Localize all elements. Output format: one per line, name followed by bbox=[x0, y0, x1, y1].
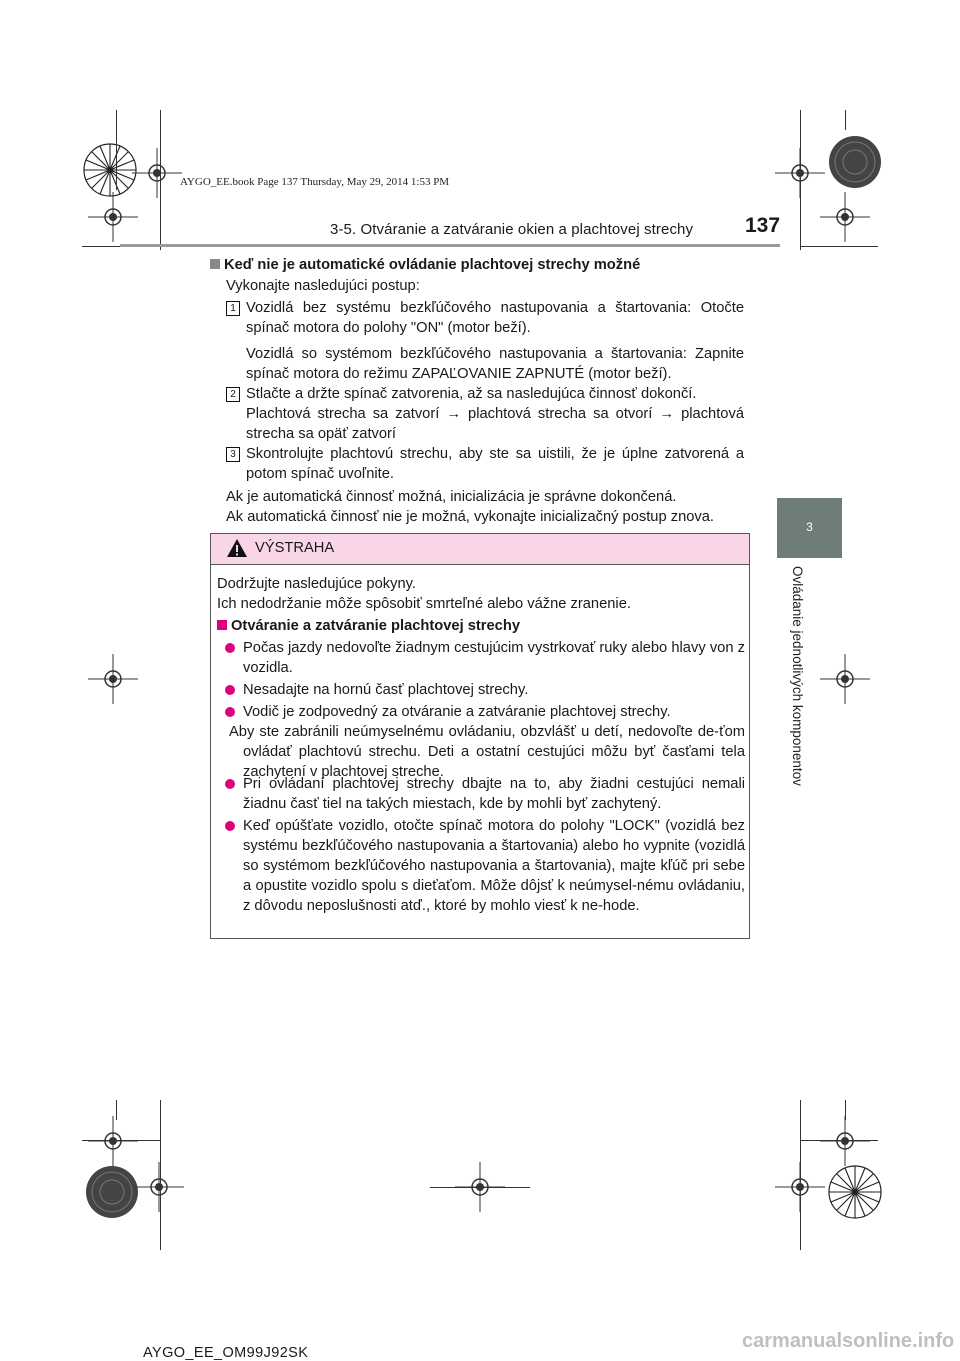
bullet-dot-icon bbox=[225, 707, 235, 717]
book-stamp: AYGO_EE.book Page 137 Thursday, May 29, 2014 1:53 PM bbox=[180, 176, 450, 188]
warning-bullet: Nesadajte na hornú časť plachtovej strechy. bbox=[225, 680, 745, 700]
warning-bullet: Vodič je zodpovedný za otváranie a zatváranie plachtovej strechy. bbox=[225, 702, 745, 722]
chapter-number: 3 bbox=[806, 520, 813, 534]
crosshair-icon bbox=[820, 192, 870, 242]
crosshair-icon bbox=[820, 654, 870, 704]
bullet-dot-icon bbox=[225, 821, 235, 831]
outro-line-1: Ak je automatická činnosť možná, inicializácia je správne dokončená. bbox=[226, 489, 677, 505]
warning-intro-1: Dodržujte nasledujúce pokyny. bbox=[217, 576, 416, 592]
step-1-paragraph-1: Vozidlá bez systému bezkľúčového nastupovania a štartovania: Otočte spínač motora do polohy "ON" (motor beží). bbox=[246, 300, 744, 336]
warning-triangle-icon bbox=[226, 538, 248, 558]
warning-bullet: Pri ovládaní plachtovej strechy dbajte na to, aby žiadni cestujúci nemali žiadnu časť tiel na takých miestach, kde by mohli byť zachytený. bbox=[225, 774, 745, 814]
bullet-dot-icon bbox=[225, 685, 235, 695]
crosshair-icon bbox=[820, 1116, 870, 1166]
page-number: 137 bbox=[745, 214, 781, 237]
warning-bullet: Keď opúšťate vozidlo, otočte spínač motora do polohy "LOCK" (vozidlá bez systému bezkľúčového nastupovania a štartovania) alebo ho vypnite (vozidlá so systémom bezkľúčového nastupovania a štartovania), majte kľúč pri sebe a opustite vozidlo spolu s dieťaťom. Môže dôjsť k neúmysel-nému ovládaniu, z dôvodu neposlušnosti atď., ktoré by mohlo viesť k ne-hode. bbox=[225, 816, 745, 916]
section-heading: Keď nie je automatické ovládanie plachtovej strechy možné bbox=[210, 255, 750, 275]
step-1-paragraph-2: Vozidlá so systémom bezkľúčového nastupovania a štartovania: Zapnite spínač motora do režimu ZAPAĽOVANIE ZAPNUTÉ (motor beží). bbox=[246, 346, 744, 382]
crosshair-icon bbox=[88, 654, 138, 704]
step-number-box: 3 bbox=[226, 447, 240, 462]
crosshair-icon bbox=[134, 1162, 184, 1212]
crosshair-icon bbox=[132, 148, 182, 198]
footer-code: AYGO_EE_OM99J92SK bbox=[143, 1345, 309, 1361]
section-title: 3-5. Otváranie a zatváranie okien a plachtovej strechy bbox=[330, 221, 694, 238]
warning-header bbox=[211, 534, 749, 565]
warning-title: VÝSTRAHA bbox=[255, 540, 335, 556]
chapter-tab[interactable] bbox=[777, 498, 842, 558]
step-2-paragraph-1: Stlačte a držte spínač zatvorenia, až sa nasledujúca činnosť dokončí. bbox=[246, 386, 697, 402]
watermark: carmanualsonline.info bbox=[742, 1330, 955, 1352]
registration-target-icon bbox=[823, 1160, 887, 1224]
warning-bullet-3-continuation: Aby ste zabránili neúmyselnému ovládaniu, obzvlášť u detí, nedovoľte de-ťom ovládať plachtovú strechu. Deti a ostatní cestujúci môžu byť časťami tela zachytení v plachtovej streche. bbox=[229, 724, 745, 780]
warning-bullet: Počas jazdy nedovoľte žiadnym cestujúcim vystrkovať ruky alebo hlavy von z vozidla. bbox=[225, 638, 745, 678]
warning-intro-2: Ich nedodržanie môže spôsobiť smrteľné alebo vážne zranenie. bbox=[217, 596, 631, 612]
step-number-box: 2 bbox=[226, 387, 240, 402]
outro-line-2: Ak automatická činnosť nie je možná, vykonajte inicializačný postup znova. bbox=[226, 509, 715, 525]
header-rule bbox=[120, 244, 780, 247]
step-3-paragraph-1: Skontrolujte plachtovú strechu, aby ste sa uistili, že je úplne zatvorená a potom spínač uvoľnite. bbox=[246, 446, 744, 482]
chapter-title: Ovládanie jednotlivých komponentov bbox=[790, 566, 805, 786]
intro-text: Vykonajte nasledujúci postup: bbox=[226, 278, 420, 294]
square-bullet-icon bbox=[210, 259, 220, 269]
crosshair-icon bbox=[88, 1116, 138, 1166]
step-2-paragraph-2: Plachtová strecha sa zatvorí → plachtová strecha sa otvorí → plachtová strecha sa opäť zatvorí bbox=[246, 406, 744, 442]
bullet-dot-icon bbox=[225, 643, 235, 653]
step-number-box: 1 bbox=[226, 301, 240, 316]
bullet-dot-icon bbox=[225, 779, 235, 789]
registration-target-icon bbox=[823, 130, 887, 194]
warning-subheading: Otváranie a zatváranie plachtovej strechy bbox=[217, 616, 745, 636]
square-bullet-icon bbox=[217, 620, 227, 630]
warning-box bbox=[210, 533, 750, 939]
crosshair-icon bbox=[88, 192, 138, 242]
